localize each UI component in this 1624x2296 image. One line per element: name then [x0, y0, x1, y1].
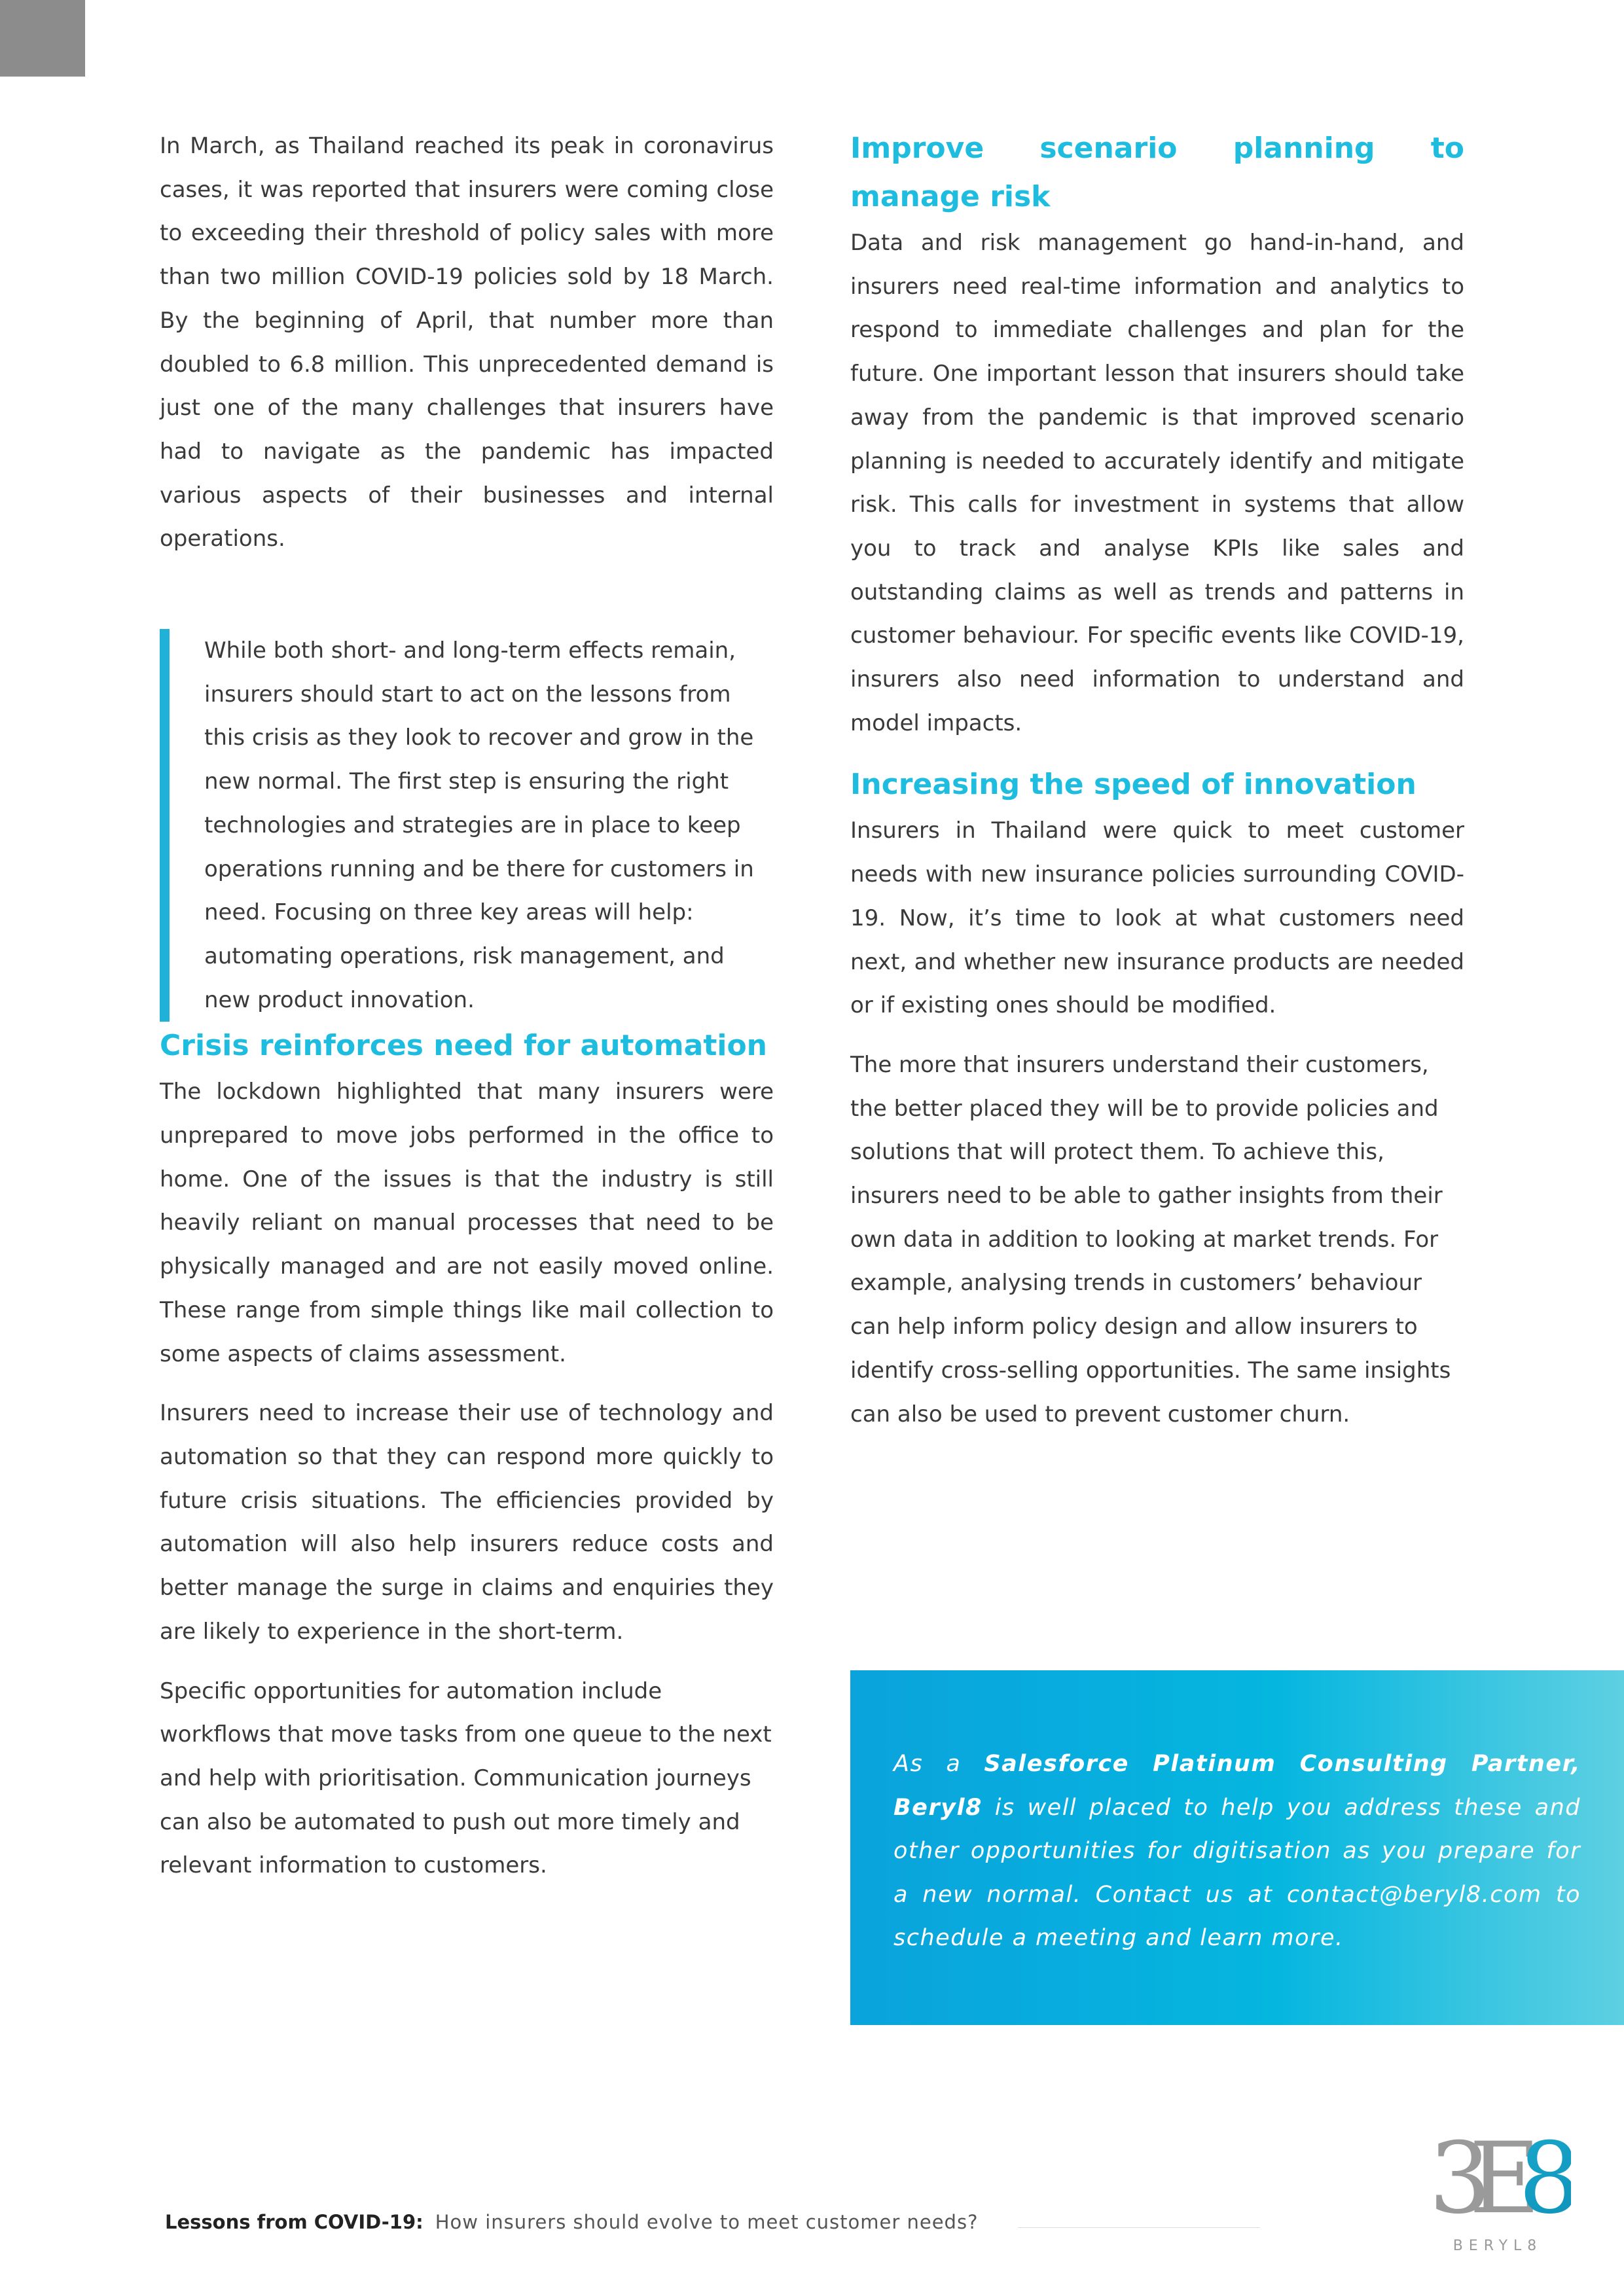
right-column: [850, 124, 1464, 1452]
callout-suffix: is well placed to help you address these and other opportunities for digitisation as you prepare for a new normal. Contact us at contact@beryl8.com to schedule a meeting and learn more.: [893, 1794, 1581, 1951]
automation-paragraph-1: The lockdown highlighted that many insurers were unprepared to move jobs performed in the office to home. One of the issues is that the industry is still heavily reliant on manual processes that need to be physically managed and are not easily moved online. These range from simple things like mail collection to some aspects of claims assessment.: [160, 1079, 774, 1367]
scenario-heading: Improve scenario planning to manage risk: [850, 132, 1464, 213]
automation-heading: Crisis reinforces need for automation: [160, 1029, 767, 1063]
pull-quote: [160, 629, 774, 1022]
footer-title: Lessons from COVID-19:: [165, 2211, 424, 2233]
contact-callout-box: [850, 1670, 1624, 2025]
page-footer: [165, 2211, 978, 2233]
beryl8-logo: [1420, 2127, 1571, 2258]
footer-divider: [1018, 2227, 1260, 2228]
scenario-paragraph: Data and risk management go hand-in-hand, and insurers need real-time information and analytics to respond to immediate challenges and plan for the future. One important lesson that insurers should take away from the pandemic is that improved scenario planning is needed to accurately identify and mitigate risk. This calls for investment in systems that allow you to track and analyse KPIs like sales and outstanding claims as well as trends and patterns in customer behaviour. For specific events like COVID-19, insurers also need information to understand and model impacts.: [850, 230, 1464, 736]
footer-subtitle: How insurers should evolve to meet customer needs?: [435, 2211, 979, 2233]
innovation-heading: Increasing the speed of innovation: [850, 768, 1416, 802]
callout-prefix: As a: [893, 1751, 984, 1777]
logo-monogram: 3E8: [1428, 2127, 1559, 2236]
automation-paragraph-3: Specific opportunities for automation include workflows that move tasks from one queue to the next and help with prioritisation. Communication journeys can also be automated to push out more timely and relevant information to customers.: [160, 1677, 772, 1879]
intro-paragraph: In March, as Thailand reached its peak in coronavirus cases, it was reported that insurers were coming close to exceeding their threshold of policy sales with more than two million COVID-19 policies sold by 18 March. By the beginning of April, that number more than doubled to 6.8 million. This unprecedented demand is just one of the many challenges that insurers have had to navigate as the pandemic has impacted various aspects of their businesses and internal operations.: [160, 133, 774, 552]
callout-highlight: Salesforce Platinum Consulting Partner, Beryl8: [893, 1751, 1581, 1821]
automation-paragraph-2: Insurers need to increase their use of technology and automation so that they can respond more quickly to future crisis situations. The efficiencies provided by automation will also help insurers reduce costs and better manage the surge in claims and enquiries they are likely to experience in the short-term.: [160, 1400, 774, 1645]
innovation-paragraph-2: The more that insurers understand their customers, the better placed they will be to provide policies and solutions that will protect them. To achieve this, insurers need to be able to gather insights from their own data in addition to looking at market trends. For example, analysing trends in customers’ behaviour can help inform policy design and allow insurers to identify cross-selling opportunities. The same insights can also be used to prevent customer churn.: [850, 1051, 1451, 1427]
page-corner-tab: [0, 0, 85, 77]
quote-accent-bar: [160, 629, 170, 1022]
callout-text: [893, 1742, 1581, 1960]
logo-wordmark: BERYL8: [1453, 2238, 1543, 2254]
innovation-paragraph-1: Insurers in Thailand were quick to meet customer needs with new insurance policies surrounding COVID-19. Now, it’s time to look at what customers need next, and whether new insurance products are needed or if existing ones should be modified.: [850, 817, 1464, 1019]
left-column: [160, 124, 774, 1903]
pull-quote-text: While both short- and long-term effects remain, insurers should start to act on the lessons from this crisis as they look to recover and grow in the new normal. The first step is ensuring the right technologies and strategies are in place to keep operations running and be there for customers in need. Focusing on three key areas will help: automating operations, risk management, and new product innovation.: [204, 637, 754, 1013]
